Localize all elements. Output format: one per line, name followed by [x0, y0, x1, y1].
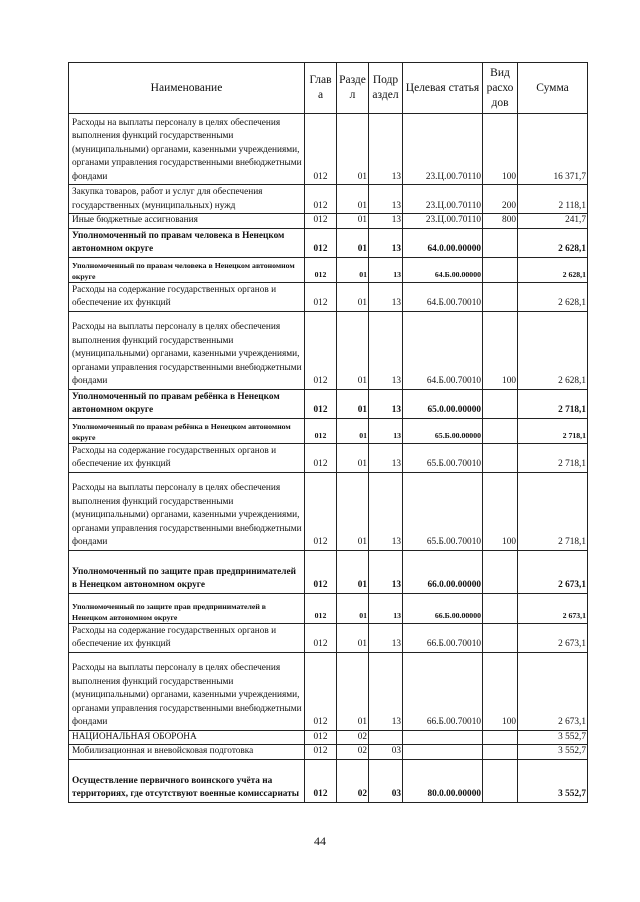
row-razdel: 02: [337, 759, 369, 802]
row-statya: 23.Ц.00.70110: [403, 114, 483, 185]
row-name: Уполномоченный по правам ребёнка в Ненецком автономном округе: [69, 418, 305, 443]
row-statya: 65.Б.00.70010: [403, 472, 483, 550]
row-razdel: 01: [337, 185, 369, 214]
row-razdel: 01: [337, 228, 369, 257]
row-podrazdel: 13: [369, 389, 403, 418]
row-razdel: 01: [337, 443, 369, 472]
row-podrazdel: 03: [369, 745, 403, 760]
row-podrazdel: 13: [369, 623, 403, 652]
header-name: Наименование: [69, 63, 305, 114]
row-glava: 012: [305, 114, 337, 185]
table-row: [69, 418, 588, 443]
row-glava: 012: [305, 257, 337, 282]
row-vid: [483, 745, 518, 760]
row-sum: 2 718,1: [518, 389, 588, 418]
row-podrazdel: [369, 730, 403, 745]
row-razdel: 01: [337, 214, 369, 229]
row-statya: 65.Б.00.00000: [403, 418, 483, 443]
row-razdel: 02: [337, 730, 369, 745]
row-statya: 66.Б.00.00000: [403, 593, 483, 623]
row-name: Расходы на содержание государственных органов и обеспечение их функций: [69, 623, 305, 652]
budget-table: [68, 62, 588, 803]
row-statya: [403, 745, 483, 760]
row-razdel: 01: [337, 593, 369, 623]
row-glava: 012: [305, 623, 337, 652]
row-vid: [483, 443, 518, 472]
row-razdel: 01: [337, 652, 369, 730]
row-name: Расходы на выплаты персоналу в целях обеспечения выполнения функций государственными (муниципальными) органами, казенными учреждениями, органами управления государственными внебюджетными фондами: [69, 472, 305, 550]
table-row: [69, 282, 588, 311]
header-vid: Вид расхо дов: [483, 63, 518, 114]
row-glava: 012: [305, 311, 337, 389]
row-sum: 2 673,1: [518, 593, 588, 623]
row-vid: [483, 282, 518, 311]
row-sum: 2 718,1: [518, 472, 588, 550]
row-glava: 012: [305, 652, 337, 730]
table-row: [69, 311, 588, 389]
row-razdel: 02: [337, 745, 369, 760]
table-row: [69, 550, 588, 593]
table-row: [69, 623, 588, 652]
row-podrazdel: 13: [369, 282, 403, 311]
row-name: Расходы на содержание государственных органов и обеспечение их функций: [69, 443, 305, 472]
row-glava: 012: [305, 730, 337, 745]
table-row: [69, 214, 588, 229]
header-summa: Сумма: [518, 63, 588, 114]
row-sum: 3 552,7: [518, 745, 588, 760]
row-vid: [483, 418, 518, 443]
row-sum: 2 718,1: [518, 443, 588, 472]
table-row: [69, 652, 588, 730]
header-statya: Целевая статья: [403, 63, 483, 114]
row-sum: 2 628,1: [518, 228, 588, 257]
table-row: [69, 443, 588, 472]
table-row: [69, 730, 588, 745]
row-glava: 012: [305, 389, 337, 418]
row-statya: 64.Б.00.70010: [403, 282, 483, 311]
row-name: Уполномоченный по защите прав предпринимателей в Ненецком автономном округе: [69, 593, 305, 623]
row-razdel: 01: [337, 114, 369, 185]
row-name: Иные бюджетные ассигнования: [69, 214, 305, 229]
row-glava: 012: [305, 282, 337, 311]
row-razdel: 01: [337, 550, 369, 593]
row-statya: 64.Б.00.00000: [403, 257, 483, 282]
row-glava: 012: [305, 418, 337, 443]
row-name: Расходы на выплаты персоналу в целях обеспечения выполнения функций государственными (муниципальными) органами, казенными учреждениями, органами управления государственными внебюджетными фондами: [69, 652, 305, 730]
row-statya: 23.Ц.00.70110: [403, 185, 483, 214]
row-glava: 012: [305, 759, 337, 802]
row-name: Закупка товаров, работ и услуг для обеспечения государственных (муниципальных) нужд: [69, 185, 305, 214]
page-number: 44: [314, 834, 326, 848]
row-podrazdel: 13: [369, 114, 403, 185]
row-name: Осуществление первичного воинского учёта на территориях, где отсутствуют военные комиссариаты: [69, 759, 305, 802]
row-vid: 100: [483, 311, 518, 389]
row-name: Уполномоченный по правам человека в Ненецком автономном округе: [69, 228, 305, 257]
row-sum: 2 628,1: [518, 282, 588, 311]
row-podrazdel: 13: [369, 418, 403, 443]
row-sum: 2 673,1: [518, 652, 588, 730]
row-statya: 23.Ц.00.70110: [403, 214, 483, 229]
row-sum: 16 371,7: [518, 114, 588, 185]
row-glava: 012: [305, 472, 337, 550]
row-podrazdel: 13: [369, 593, 403, 623]
table-header-row: [69, 63, 588, 114]
row-vid: [483, 228, 518, 257]
table-row: [69, 389, 588, 418]
row-sum: 2 628,1: [518, 311, 588, 389]
row-glava: 012: [305, 185, 337, 214]
row-podrazdel: 13: [369, 228, 403, 257]
row-podrazdel: 13: [369, 550, 403, 593]
row-sum: 2 673,1: [518, 623, 588, 652]
row-podrazdel: 13: [369, 257, 403, 282]
row-statya: 65.Б.00.70010: [403, 443, 483, 472]
row-vid: 100: [483, 472, 518, 550]
row-vid: [483, 759, 518, 802]
table-row: [69, 593, 588, 623]
row-sum: 2 118,1: [518, 185, 588, 214]
header-glava: Глав а: [305, 63, 337, 114]
row-vid: 200: [483, 185, 518, 214]
table-row: [69, 472, 588, 550]
row-vid: 100: [483, 114, 518, 185]
row-name: Мобилизационная и вневойсковая подготовка: [69, 745, 305, 760]
budget-table-sheet: [68, 62, 587, 803]
row-podrazdel: 13: [369, 472, 403, 550]
row-vid: 100: [483, 652, 518, 730]
row-razdel: 01: [337, 389, 369, 418]
table-row: [69, 257, 588, 282]
row-podrazdel: 13: [369, 443, 403, 472]
row-razdel: 01: [337, 282, 369, 311]
table-row: [69, 759, 588, 802]
table-row: [69, 228, 588, 257]
row-podrazdel: 03: [369, 759, 403, 802]
row-name: Уполномоченный по правам человека в Ненецком автономном округе: [69, 257, 305, 282]
row-sum: 2 673,1: [518, 550, 588, 593]
row-statya: 64.0.00.00000: [403, 228, 483, 257]
row-vid: [483, 623, 518, 652]
row-name: Уполномоченный по правам ребёнка в Ненецком автономном округе: [69, 389, 305, 418]
row-glava: 012: [305, 443, 337, 472]
header-podrazdel: Подр аздел: [369, 63, 403, 114]
row-glava: 012: [305, 745, 337, 760]
row-razdel: 01: [337, 472, 369, 550]
row-name: Расходы на выплаты персоналу в целях обеспечения выполнения функций государственными (муниципальными) органами, казенными учреждениями, органами управления государственными внебюджетными фондами: [69, 114, 305, 185]
row-podrazdel: 13: [369, 652, 403, 730]
row-sum: 3 552,7: [518, 730, 588, 745]
row-statya: 80.0.00.00000: [403, 759, 483, 802]
row-vid: 800: [483, 214, 518, 229]
table-row: [69, 745, 588, 760]
row-glava: 012: [305, 593, 337, 623]
row-razdel: 01: [337, 311, 369, 389]
row-glava: 012: [305, 214, 337, 229]
row-name: НАЦИОНАЛЬНАЯ ОБОРОНА: [69, 730, 305, 745]
row-statya: 64.Б.00.70010: [403, 311, 483, 389]
row-vid: [483, 593, 518, 623]
row-podrazdel: 13: [369, 185, 403, 214]
row-vid: [483, 550, 518, 593]
row-sum: 3 552,7: [518, 759, 588, 802]
row-glava: 012: [305, 228, 337, 257]
row-name: Уполномоченный по защите прав предпринимателей в Ненецком автономном округе: [69, 550, 305, 593]
row-razdel: 01: [337, 623, 369, 652]
row-vid: [483, 257, 518, 282]
row-name: Расходы на содержание государственных органов и обеспечение их функций: [69, 282, 305, 311]
row-podrazdel: 13: [369, 311, 403, 389]
row-name: Расходы на выплаты персоналу в целях обеспечения выполнения функций государственными (муниципальными) органами, казенными учреждениями, органами управления государственными внебюджетными фондами: [69, 311, 305, 389]
row-statya: 66.Б.00.70010: [403, 652, 483, 730]
row-razdel: 01: [337, 257, 369, 282]
row-sum: 2 718,1: [518, 418, 588, 443]
table-row: [69, 114, 588, 185]
header-razdel: Разде л: [337, 63, 369, 114]
row-vid: [483, 730, 518, 745]
table-row: [69, 185, 588, 214]
row-statya: 66.Б.00.70010: [403, 623, 483, 652]
row-vid: [483, 389, 518, 418]
row-statya: 65.0.00.00000: [403, 389, 483, 418]
row-glava: 012: [305, 550, 337, 593]
row-statya: [403, 730, 483, 745]
row-podrazdel: 13: [369, 214, 403, 229]
row-razdel: 01: [337, 418, 369, 443]
row-statya: 66.0.00.00000: [403, 550, 483, 593]
row-sum: 2 628,1: [518, 257, 588, 282]
row-sum: 241,7: [518, 214, 588, 229]
